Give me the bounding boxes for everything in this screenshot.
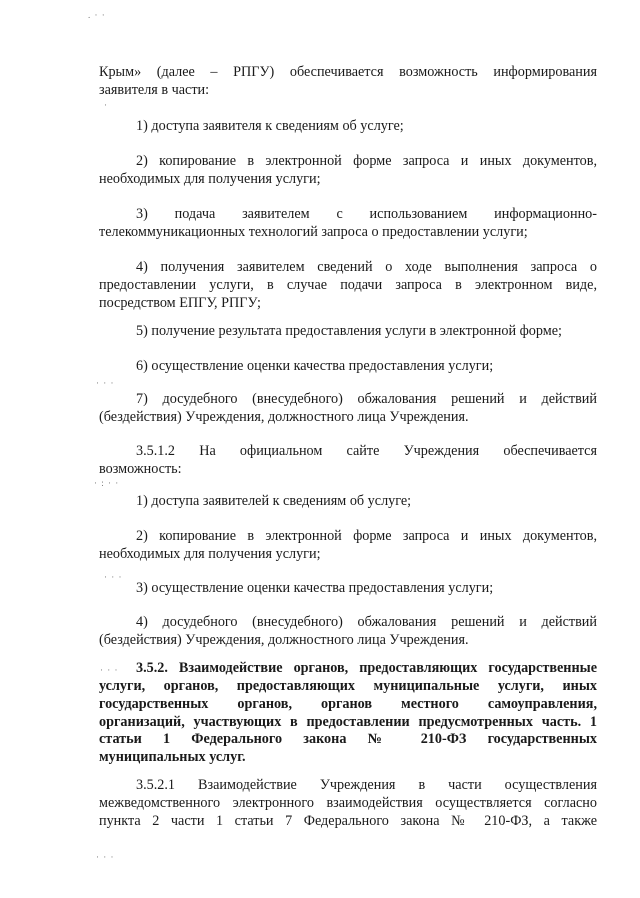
- scan-speck: · · ·: [96, 852, 115, 862]
- list-item: 4) получения заявителем сведений о ходе выполнения запроса о: [136, 259, 597, 275]
- list-item: 6) осуществление оценки качества предоставления услуги;: [136, 358, 494, 374]
- section-heading-line: муниципальных услуг.: [99, 749, 246, 765]
- list-item: 4) досудебного (внесудебного) обжалования решений и действий: [136, 614, 597, 630]
- paragraph-line: заявителя в части:: [99, 82, 210, 98]
- scan-speck: · · ·: [104, 572, 123, 582]
- list-item: 2) копирование в электронной форме запроса и иных документов,: [136, 153, 597, 169]
- list-item-continuation: посредством ЕПГУ, РПГУ;: [99, 295, 261, 311]
- section-heading-line: 3.5.2. Взаимодействие органов, предоставляющих государственные: [136, 660, 597, 676]
- list-item-continuation: необходимых для получения услуги;: [99, 171, 321, 187]
- scan-speck: ·: [104, 100, 108, 110]
- list-item-continuation: необходимых для получения услуги;: [99, 546, 321, 562]
- paragraph-line: межведомственного электронного взаимодействия осуществляется согласно: [99, 795, 597, 811]
- list-item-continuation: (бездействия) Учреждения, должностного лица Учреждения.: [99, 632, 469, 648]
- list-item: 3) осуществление оценки качества предоставления услуги;: [136, 580, 494, 596]
- list-item-continuation: (бездействия) Учреждения, должностного лица Учреждения.: [99, 409, 469, 425]
- list-item: 5) получение результата предоставления услуги в электронной форме;: [136, 323, 562, 339]
- scan-speck: · · ·: [96, 378, 115, 388]
- paragraph-line: 3.5.2.1 Взаимодействие Учреждения в части осуществления: [136, 777, 597, 793]
- paragraph-line: Крым» (далее – РПГУ) обеспечивается возможность информирования: [99, 64, 597, 80]
- scan-speck: · : · ·: [94, 478, 120, 488]
- section-heading-line: услуги, органов, предоставляющих муниципальные услуги, иных: [99, 678, 597, 694]
- list-item-continuation: предоставлении услуги, в случае подачи запроса в электронном виде,: [99, 277, 597, 293]
- section-heading-line: государственных органов, органов местного самоуправления,: [99, 696, 597, 712]
- paragraph-line: пункта 2 части 1 статьи 7 Федерального закона № 210-ФЗ, а также: [99, 813, 597, 829]
- list-item: 1) доступа заявителей к сведениям об услуге;: [136, 493, 412, 509]
- scan-speck: . · ·: [88, 10, 106, 20]
- list-item: 2) копирование в электронной форме запроса и иных документов,: [136, 528, 597, 544]
- list-item: 7) досудебного (внесудебного) обжалования решений и действий: [136, 391, 597, 407]
- section-line: возможность:: [99, 461, 182, 477]
- list-item-continuation: телекоммуникационных технологий запроса о предоставлении услуги;: [99, 224, 528, 240]
- list-item: 3) подача заявителем с использованием информационно-: [136, 206, 597, 222]
- scan-speck: · · ·: [100, 665, 119, 675]
- list-item: 1) доступа заявителя к сведениям об услуге;: [136, 118, 404, 134]
- section-heading-line: статьи 1 Федерального закона № 210-ФЗ государственных: [99, 731, 597, 747]
- section-line: 3.5.1.2 На официальном сайте Учреждения обеспечивается: [136, 443, 597, 459]
- section-heading-line: организаций, участвующих в предоставлении предусмотренных часть. 1: [99, 714, 597, 730]
